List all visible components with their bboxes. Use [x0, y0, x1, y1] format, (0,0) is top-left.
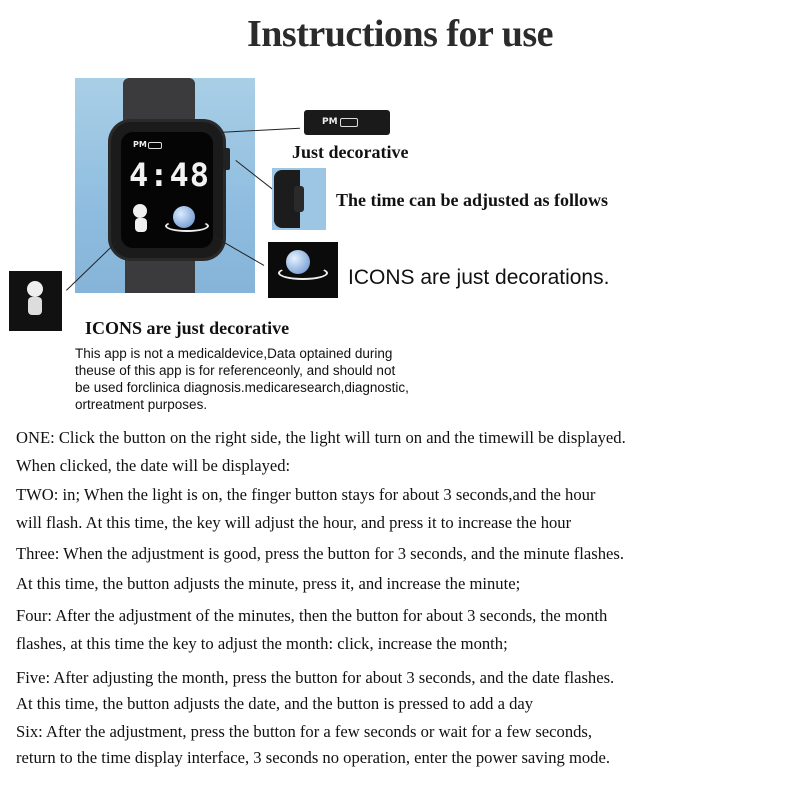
- disclaimer-line: This app is not a medicaldevice,Data optained during: [75, 346, 393, 361]
- step-line: ONE: Click the button on the right side, the light will turn on and the timewill be displayed.: [16, 428, 626, 447]
- pm-indicator-text: PM: [322, 117, 338, 127]
- disclaimer-text: [75, 345, 475, 413]
- step-line: flashes, at this time the key to adjust the month: click, increase the month;: [16, 634, 508, 653]
- battery-icon: [148, 142, 162, 149]
- pm-indicator: PM: [133, 140, 147, 149]
- icons-decorations-label: ICONS are just decorations.: [348, 266, 610, 289]
- side-button-icon: [294, 186, 304, 212]
- step-line: will flash. At this time, the key will adjust the hour, and press it to increase the hour: [16, 513, 572, 532]
- time-display: 4:48: [129, 156, 211, 194]
- astronaut-body-icon: [135, 218, 147, 232]
- disclaimer-line: ortreatment purposes.: [75, 397, 208, 412]
- astronaut-icon: [27, 281, 43, 297]
- watch-case: [111, 122, 223, 258]
- page-title: Instructions for use: [247, 13, 553, 55]
- astronaut-body-icon: [28, 297, 42, 315]
- battery-icon: [340, 118, 358, 127]
- step-line: return to the time display interface, 3 seconds no operation, enter the power saving mode.: [16, 748, 610, 767]
- side-button-thumbnail: [272, 168, 326, 230]
- just-decorative-label: Just decorative: [292, 142, 409, 162]
- step-line: Five: After adjusting the month, press the button for about 3 seconds, and the date flashes.: [16, 668, 615, 687]
- disclaimer-line: be used forclinica diagnosis.medicaresearch,diagnostic,: [75, 380, 409, 395]
- astronaut-icon: [133, 204, 147, 218]
- planet-icon-thumbnail: [268, 242, 338, 298]
- step-line: When clicked, the date will be displayed:: [16, 456, 291, 475]
- astronaut-icon-thumbnail: [9, 271, 62, 331]
- watch-screen: [121, 132, 213, 248]
- step-line: TWO: in; When the light is on, the finger button stays for about 3 seconds,and the hour: [16, 485, 596, 504]
- step-line: At this time, the button adjusts the date, and the button is pressed to add a day: [16, 694, 534, 713]
- step-line: Six: After the adjustment, press the button for a few seconds or wait for a few seconds,: [16, 722, 593, 741]
- time-adjust-label: The time can be adjusted as follows: [336, 190, 609, 210]
- step-line: Four: After the adjustment of the minutes, then the button for about 3 seconds, the month: [16, 606, 608, 625]
- planet-ring-icon: [165, 220, 209, 232]
- planet-ring-icon: [278, 266, 328, 280]
- icons-decorative-label: ICONS are just decorative: [85, 318, 290, 338]
- disclaimer-line: theuse of this app is for referenceonly, and should not: [75, 363, 396, 378]
- pm-indicator-thumbnail: [304, 110, 390, 135]
- watch-button: [223, 148, 230, 170]
- step-line: Three: When the adjustment is good, press the button for 3 seconds, and the minute flashes.: [16, 544, 624, 563]
- watch-photo: [75, 78, 255, 293]
- step-line: At this time, the button adjusts the minute, press it, and increase the minute;: [16, 574, 521, 593]
